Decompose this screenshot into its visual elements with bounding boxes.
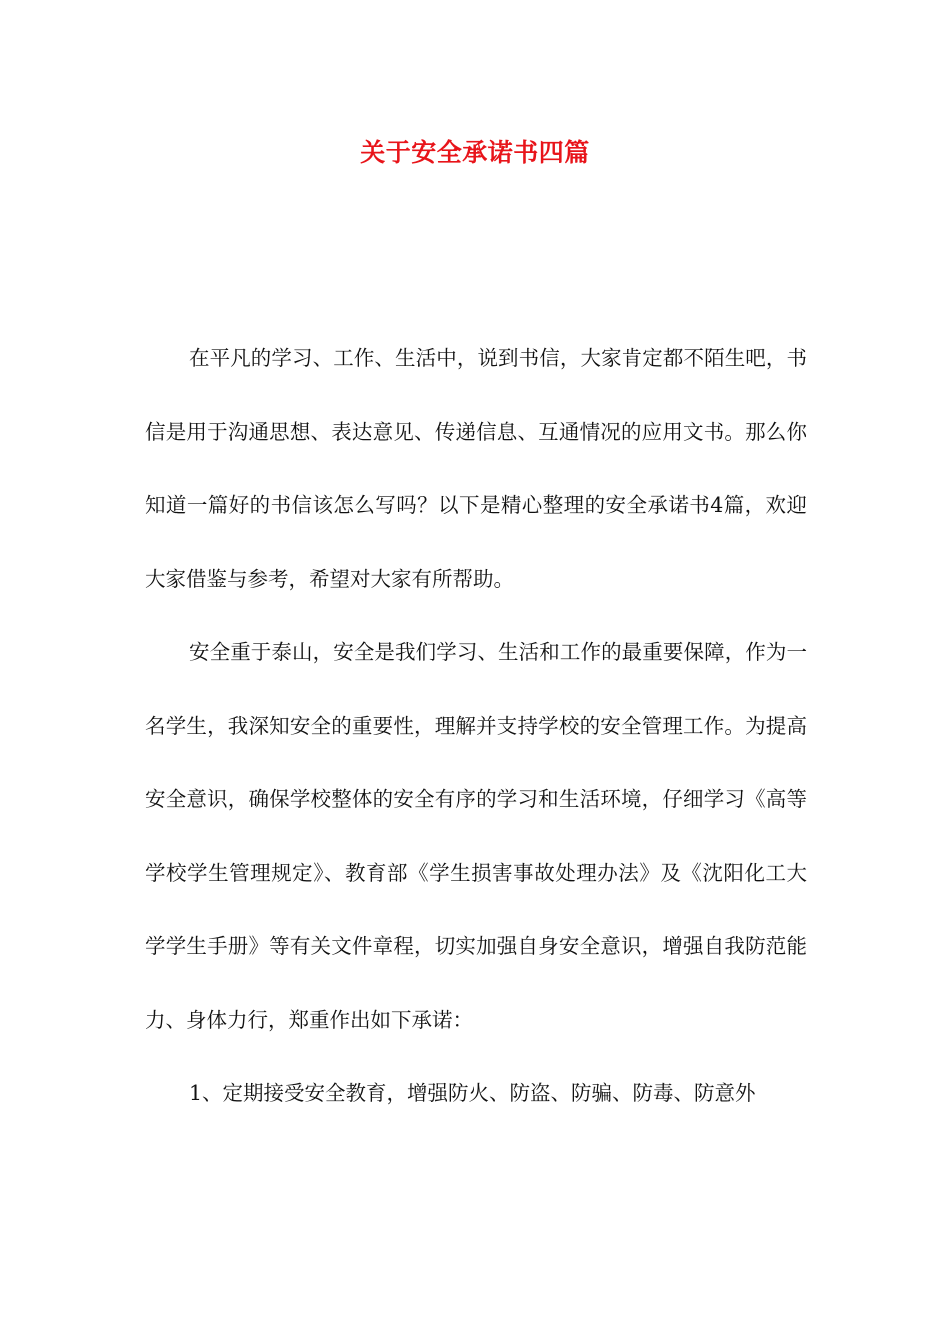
- paragraph-intro: 在平凡的学习、工作、生活中，说到书信，大家肯定都不陌生吧，书信是用于沟通思想、表达意见、传递信息、互通情况的应用文书。那么你知道一篇好的书信该怎么写吗？以下是精心整理的安全承诺书4篇，欢迎大家借鉴与参考，希望对大家有所帮助。: [145, 346, 807, 591]
- paragraph-commitment: 安全重于泰山，安全是我们学习、生活和工作的最重要保障，作为一名学生，我深知安全的重要性，理解并支持学校的安全管理工作。为提高安全意识，确保学校整体的安全有序的学习和生活环境，仔细学习《高等学校学生管理规定》、教育部《学生损害事故处理办法》及《沈阳化工大学学生手册》等有关文件章程，切实加强自身安全意识，增强自我防范能力、身体力行，郑重作出如下承诺：: [145, 640, 807, 1032]
- paragraph-item-1: 1、定期接受安全教育，增强防火、防盗、防骗、防毒、防意外: [189, 1081, 756, 1105]
- document-title: 关于安全承诺书四篇: [360, 138, 590, 167]
- document-body: [145, 322, 807, 1131]
